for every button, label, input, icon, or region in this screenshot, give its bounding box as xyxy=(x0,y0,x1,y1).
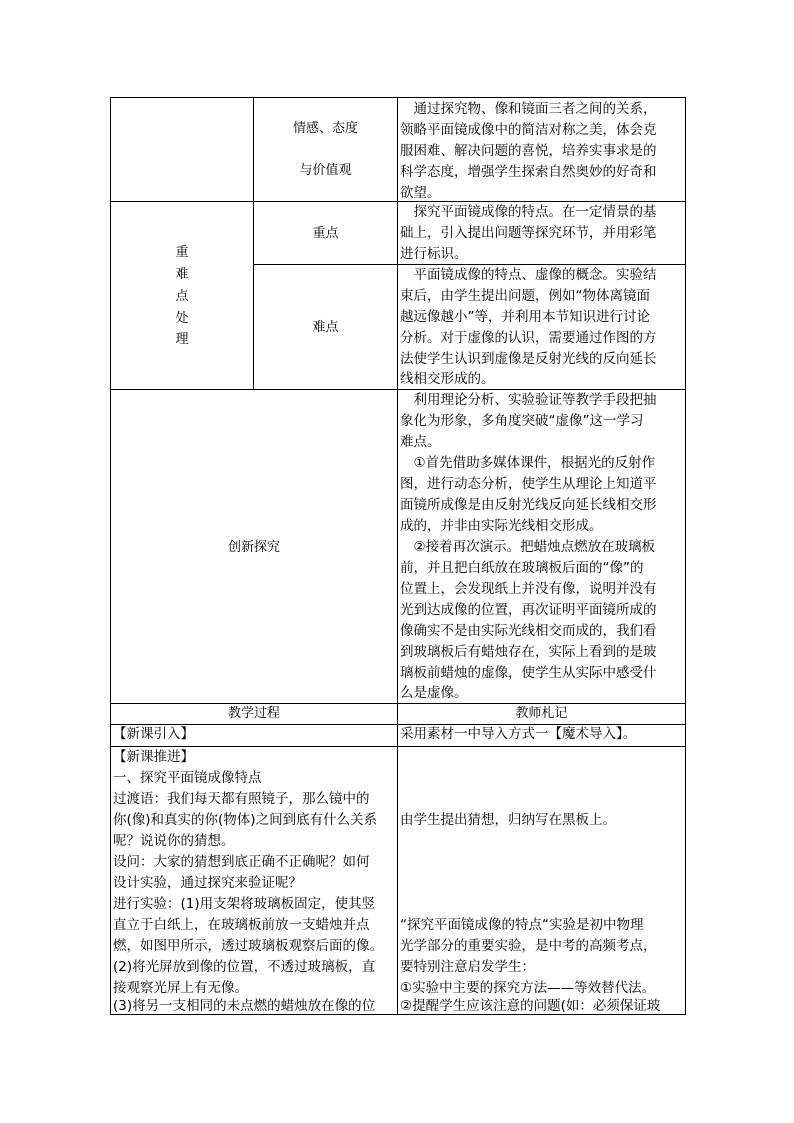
heading-char: 理 xyxy=(175,332,189,347)
innovation-line: 象化为形象，多角度突破“虚像”这一学习 xyxy=(400,413,644,429)
process-line: 设计实验，通过探究来验证呢？ xyxy=(113,875,302,891)
difficult-label: 难点 xyxy=(312,320,339,335)
table-border-top xyxy=(110,97,686,98)
key-line: 进行标识。 xyxy=(400,246,468,262)
emotion-line: 通过探究物、像和镜面三者之间的关系， xyxy=(400,101,657,117)
intro-left: 【新课引入】 xyxy=(113,726,194,742)
heading-char: 处 xyxy=(175,311,189,326)
process-line: 燃，如图甲所示，透过玻璃板观察后面的像。 xyxy=(113,938,383,954)
emotion-line: 欲望。 xyxy=(400,185,441,201)
emotion-line: 科学态度，增强学生探索自然奥妙的好奇和 xyxy=(400,164,657,180)
table-border-right xyxy=(685,97,686,1014)
key-line: 础上，引入提出问题等探究环节，并用彩笔 xyxy=(400,225,657,241)
note-line: 要特别注意启发学生： xyxy=(400,959,535,975)
innovation-line: 图，进行动态分析，使学生从理论上知道平 xyxy=(400,476,657,492)
process-line: (3)将另一支相同的未点燃的蜡烛放在像的位 xyxy=(113,998,376,1014)
process-header-left: 教学过程 xyxy=(227,706,280,721)
process-line: 你(像)和真实的你(物体)之间到底有什么关系 xyxy=(113,812,378,828)
difficult-line: 法使学生认识到虚像是反射光线的反向延长 xyxy=(400,351,657,367)
innovation-line: 到玻璃板后有蜡烛存在，实际上看到的是玻 xyxy=(400,644,657,660)
innovation-line: 位置上，会发现纸上并没有像，说明并没有 xyxy=(400,581,657,597)
note-line: “探究平面镜成像的特点“实验是初中物理 xyxy=(400,917,644,933)
emotion-label-line1: 情感、态度 xyxy=(292,121,358,136)
difficult-line: 平面镜成像的特点、虚像的概念。实验结 xyxy=(400,267,657,283)
key-line: 探究平面镜成像的特点。在一定情景的基 xyxy=(400,204,657,220)
heading-char: 难 xyxy=(175,267,189,282)
process-line: 进行实验：(1)用支架将玻璃板固定，使其竖 xyxy=(113,896,376,912)
process-line: 一、探究平面镜成像特点 xyxy=(113,770,262,786)
innovation-line: 光到达成像的位置，再次证明平面镜所成的 xyxy=(400,602,657,618)
heading-char: 点 xyxy=(175,289,189,304)
note-line: 光学部分的重要实验，是中考的高频考点， xyxy=(400,938,657,954)
difficult-line: 分析。对于虚像的认识，需要通过作图的方 xyxy=(400,330,657,346)
process-line: 设问：大家的猜想到底正确不正确呢？如何 xyxy=(113,854,370,870)
difficult-line: 线相交形成的。 xyxy=(400,371,495,387)
innovation-line: 么是虚像。 xyxy=(400,685,468,701)
innovation-line: 成的，并非由实际光线相交形成。 xyxy=(400,518,603,534)
process-header-right: 教师札记 xyxy=(515,706,568,721)
process-line: 过渡语：我们每天都有照镜子，那么镜中的 xyxy=(113,791,370,807)
innovation-line: 难点。 xyxy=(400,434,441,450)
innovation-line: 像确实不是由实际光线相交而成的，我们看 xyxy=(400,623,657,639)
process-line: 呢？说说你的猜想。 xyxy=(113,833,235,849)
note-line: ②提醒学生应该注意的问题(如：必须保证玻 xyxy=(400,998,661,1014)
difficult-line: 越远像越小”等，并利用本节知识进行讨论 xyxy=(400,309,650,325)
emotion-label-line2: 与价值观 xyxy=(299,163,352,178)
innovation-line: ①首先借助多媒体课件，根据光的反射作 xyxy=(400,455,656,471)
emotion-line: 服困难、解决问题的喜悦，培养实事求是的 xyxy=(400,143,657,159)
innovation-line: 面镜所成像是由反射光线反向延长线相交形 xyxy=(400,497,657,513)
table-divider-content xyxy=(397,97,398,1014)
innovation-line: ②接着再次演示。把蜡烛点燃放在玻璃板 xyxy=(400,539,656,555)
teacher-note-1: 由学生提出猜想，归纳写在黑板上。 xyxy=(400,812,616,828)
heading-char: 重 xyxy=(175,245,189,260)
intro-right: 采用素材一中导入方式一【魔术导入】。 xyxy=(400,726,637,742)
innovation-line: 璃板前蜡烛的虚像，使学生从实际中感受什 xyxy=(400,665,657,681)
process-line: (2)将光屏放到像的位置，不透过玻璃板，直 xyxy=(113,959,376,975)
note-line: ①实验中主要的探究方法——等效替代法。 xyxy=(400,980,656,996)
process-line: 【新课推进】 xyxy=(113,749,194,765)
process-line: 直立于白纸上，在玻璃板前放一支蜡烛并点 xyxy=(113,917,370,933)
emotion-line: 领略平面镜成像中的简洁对称之美，体会克 xyxy=(400,122,657,138)
process-line: 接观察光屏上有无像。 xyxy=(113,980,248,996)
row-divider-6 xyxy=(110,746,686,747)
innovation-line: 利用理论分析、实验验证等教学手段把抽 xyxy=(400,392,657,408)
innovation-label: 创新探究 xyxy=(227,540,280,555)
key-label: 重点 xyxy=(312,226,339,241)
difficult-line: 束后，由学生提出问题，例如“物体离镜面 xyxy=(400,288,650,304)
innovation-line: 前，并且把白纸放在玻璃板后面的“像”的 xyxy=(400,560,644,576)
